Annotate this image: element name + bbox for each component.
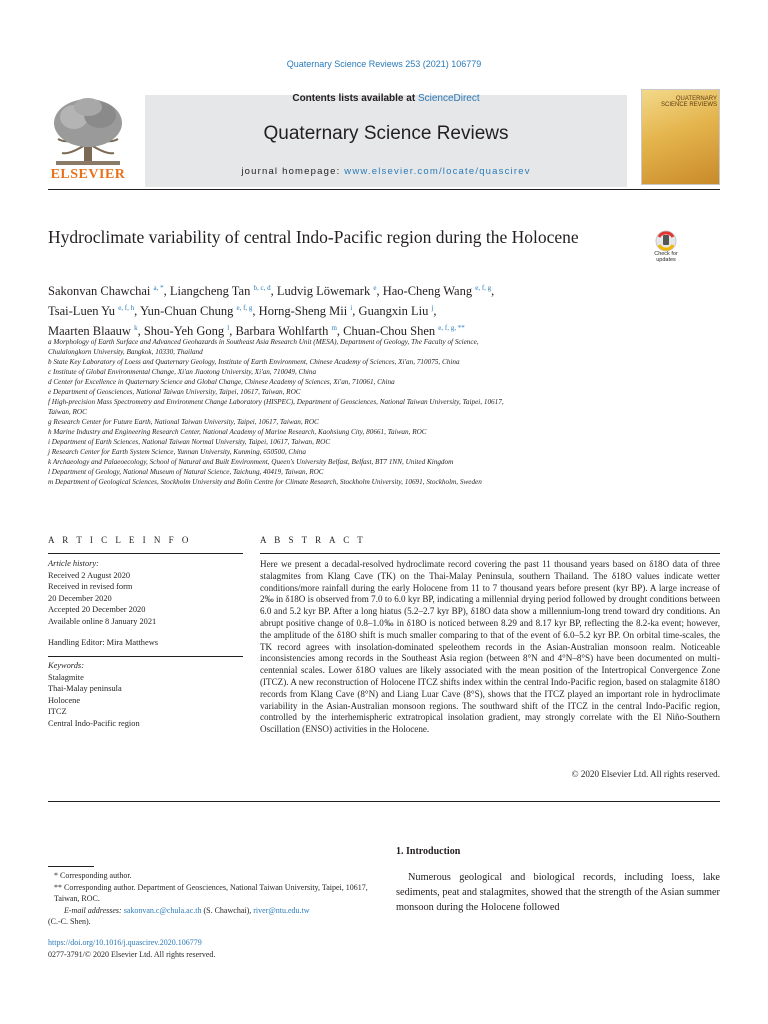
email-label: E-mail addresses: xyxy=(64,905,122,915)
affiliation-line: m Department of Geological Sciences, Stockholm University and Bolin Centre for Climate Research, Stockholm University, 10691, Stockholm, Sweden xyxy=(48,478,482,486)
introduction-text: Numerous geological and biological records, including loess, lake sediments, peat and stalagmites, showed that the strength of the Asian summer monsoon during the Holocene followed xyxy=(396,872,720,913)
abstract-divider xyxy=(260,553,720,554)
affiliation-line: i Department of Earth Sciences, National Taiwan Normal University, Taipei, 10617, Taiwan, ROC xyxy=(48,438,331,446)
keyword-item: Thai-Malay peninsula xyxy=(48,684,122,693)
history-item: Received 2 August 2020 xyxy=(48,570,131,580)
author-name: Shou-Yeh Gong xyxy=(143,324,225,339)
abstract-copyright: © 2020 Elsevier Ltd. All rights reserved. xyxy=(571,769,720,779)
handling-editor: Handling Editor: Mira Matthews xyxy=(48,638,159,647)
author-affiliation-marker[interactable]: e, f, h xyxy=(118,304,135,313)
author-list: Sakonvan Chawchai $^{a, *}$, Liangcheng Tan $^{b, c, d}$, Ludvig Löwemark $^e$, Hao-Cheng Wang $^{e, f, g}$, Tsai-Luen Yu $^{e, f, h}$, Yun-Chuan Chung $^{e, f, g}$, Horng-Sheng Mii $^i$, Guangxin Liu $^j$, Maarten Blaauw $^k$, Shou-Yeh Gong $^l$, Barbara Wohlfarth $^m$, Chuan-Chou Shen $^{e, f, g, **}$ xyxy=(48,284,495,339)
keywords-divider xyxy=(48,656,243,657)
footnotes xyxy=(48,870,378,928)
journal-name: Quaternary Science Reviews xyxy=(263,123,509,144)
author-affiliation-marker[interactable]: e, f, g xyxy=(475,284,492,292)
affiliation-line: g Research Center for Future Earth, National Taiwan University, Taipei, 10617, Taiwan, ROC xyxy=(48,418,319,426)
author-name: Ludvig Löwemark xyxy=(276,284,371,299)
contents-prefix: Contents lists available at xyxy=(292,93,418,104)
keyword-item: Holocene xyxy=(48,695,81,705)
author-name: Tsai-Luen Yu xyxy=(48,304,116,319)
author-affiliation-marker[interactable]: b, c, d xyxy=(253,284,271,292)
author-affiliation-marker[interactable]: j xyxy=(431,304,434,313)
history-item: Received in revised form xyxy=(48,582,133,591)
affiliation-line: c Institute of Global Environmental Change, Xi'an Jiaotong University, Xi'an, 710049, China xyxy=(48,368,317,376)
affiliation-line: e Department of Geosciences, National Taiwan University, Taipei, 10617, Taiwan, ROC xyxy=(48,388,301,396)
affiliation-list xyxy=(48,337,678,487)
article-history xyxy=(48,558,243,649)
author-affiliation-marker[interactable]: e xyxy=(373,284,377,292)
introduction-heading: 1. Introduction xyxy=(396,846,461,857)
keyword-item: ITCZ xyxy=(48,707,67,716)
affiliation-line: d Center for Excellence in Quaternary Science and Global Change, Chinese Academy of Sciences, Xi'an, 710061, China xyxy=(48,378,395,386)
history-item: 20 December 2020 xyxy=(48,593,112,603)
email-link-shen[interactable]: river@ntu.edu.tw xyxy=(253,905,310,915)
author-name: Liangcheng Tan xyxy=(169,284,251,299)
author-affiliation-marker[interactable]: m xyxy=(331,324,337,333)
cover-title: QUATERNARY SCIENCE REVIEWS xyxy=(660,96,717,108)
affiliation-line: l Department of Geology, National Museum of Natural Science, Taichung, 40419, Taiwan, ROC xyxy=(48,468,324,476)
journal-homepage-link[interactable]: www.elsevier.com/locate/quascirev xyxy=(344,166,531,177)
affiliation-line: Chulalongkorn University, Bangkok, 10330, Thailand xyxy=(48,348,203,356)
author-name: Hao-Cheng Wang xyxy=(382,284,473,299)
affiliation-line: k Archaeology and Palaeoecology, School of Natural and Built Environment, Queen's University Belfast, Belfast, BT7 1NN, United Kingdom xyxy=(48,458,454,466)
article-info-heading: A R T I C L E I N F O xyxy=(48,535,192,545)
author-affiliation-marker[interactable]: e, f, g xyxy=(236,304,253,313)
author-name: Chuan-Chou Shen xyxy=(343,324,436,339)
footnote-corresponding-1: * Corresponding author. xyxy=(54,871,132,880)
elsevier-wordmark: ELSEVIER xyxy=(50,167,126,182)
email-name-chawchai: (S. Chawchai), xyxy=(201,905,254,915)
check-for-updates-label[interactable]: Check for updates xyxy=(654,251,678,263)
keyword-item: Central Indo-Pacific region xyxy=(48,718,140,728)
affiliation-line: Taiwan, ROC xyxy=(48,408,87,416)
contents-available-line xyxy=(145,93,627,104)
history-item: Accepted 20 December 2020 xyxy=(48,605,146,614)
keyword-item: Stalagmite xyxy=(48,672,84,682)
footnote-corresponding-2: ** Corresponding author. Department of Geosciences, National Taiwan University, Taipei, 10617, Taiwan, ROC. xyxy=(54,882,368,903)
affiliation-line: a Morphology of Earth Surface and Advanced Geohazards in Southeast Asia Research Unit (MESA), Department of Geology, The Faculty of Science, xyxy=(48,338,479,346)
abstract-body: Here we present a decadal-resolved hydroclimate record covering the past 11 thousand years based on δ18O data of three stalagmites from Klang Cave (TK) on the Thai-Malay Peninsula, southern Thailand. The δ18O values indicate wetter conditions/more rainfall during the early Holocene from 11 to 7 thousand years before present (kyr BP). A large increase of 2‰ in δ18O is observed from 7.0 to 6.0 kyr BP, indicating a millennial drying period followed by drought conditions between 6.0 and 5.2 kyr BP. After a long hiatus (5.2–2.7 kyr BP), δ18O data show a millennium-long trend toward dry conditions. An abrupt positive change of 0.8–1.0‰ in δ18O is noticed between 8.29 and 8.17 kyr BP, reflecting the 8.2-ka event; however, the amplitude of the δ18O shift is much smaller comparing to that of the event of 6.0–5.2 kyr BP. On orbital time-scales, the TK record agrees with insolation-dominated speleothem records in the Asian-Australian monsoon realm. Noticeable inconsistencies among records in the Southeast Asia region (between 8°N and 4°N–8°S) have been documented on multi-centennial scales. Lower δ18O values are likely associated with the mean position of the Intertropical Convergence Zone (ITCZ). A new reconstruction of Holocene ITCZ shifts index within the central Indo-Pacific region, based on stalagmite δ18O records from Klang Cave (8°N) and Liang Luar Cave (8°S), shows that the ITCZ played an important role in hydroclimate variability in the Asian-Australian monsoon regions. The southward shift of the ITCZ in the central Indo-Pacific region, controlled by the interhemispheric extratropical insolation gradient, may strongly correlate with the El Niño-Southern Oscillation (ENSO) activities in the Holocene. xyxy=(260,559,720,735)
journal-reference[interactable]: Quaternary Science Reviews 253 (2021) 106779 xyxy=(286,59,482,69)
journal-homepage-line xyxy=(145,166,627,177)
front-matter-divider xyxy=(48,801,720,802)
homepage-prefix: journal homepage: xyxy=(241,166,345,177)
author-affiliation-marker[interactable]: k xyxy=(134,324,138,333)
issn-copyright: 0277-3791/© 2020 Elsevier Ltd. All rights reserved. xyxy=(48,950,216,959)
email-name-shen: (C.-C. Shen). xyxy=(48,917,91,926)
sciencedirect-link[interactable]: ScienceDirect xyxy=(417,93,480,104)
history-item: Available online 8 January 2021 xyxy=(48,616,157,626)
author-affiliation-marker[interactable]: l xyxy=(227,324,230,333)
header-divider xyxy=(48,189,720,190)
affiliation-line: b State Key Laboratory of Loess and Quaternary Geology, Institute of Earth Environment, Chinese Academy of Sciences, Xi'an, 710075, China xyxy=(48,358,460,366)
history-label: Article history: xyxy=(48,559,99,568)
doi-link[interactable]: https://doi.org/10.1016/j.quascirev.2020.106779 xyxy=(48,938,202,947)
author-name: Maarten Blaauw xyxy=(48,324,131,339)
email-link-chawchai[interactable]: sakonvan.c@chula.ac.th xyxy=(123,905,202,915)
author-name: Yun-Chuan Chung xyxy=(139,304,234,319)
author-name: Barbara Wohlfarth xyxy=(235,324,329,339)
footnote-divider xyxy=(48,866,94,867)
author-affiliation-marker[interactable]: i xyxy=(350,304,353,313)
abstract-heading: A B S T R A C T xyxy=(260,535,366,545)
keywords-block xyxy=(48,660,243,729)
author-name: Sakonvan Chawchai xyxy=(48,284,151,299)
author-name: Guangxin Liu xyxy=(358,304,429,319)
article-info-divider xyxy=(48,553,243,554)
keywords-label: Keywords: xyxy=(48,661,84,670)
author-affiliation-marker[interactable]: e, f, g, ** xyxy=(438,324,465,333)
affiliation-line: h Marine Industry and Engineering Research Center, National Academy of Marine Research, Kaohsiung City, 80661, Taiwan, ROC xyxy=(48,428,427,436)
article-title: Hydroclimate variability of central Indo-Pacific region during the Holocene xyxy=(48,227,579,247)
affiliation-line: j Research Center for Earth System Science, Yunnan University, Kunming, 650500, China xyxy=(48,448,306,456)
affiliation-line: f High-precision Mass Spectrometry and Environment Change Laboratory (HISPEC), Department of Geosciences, National Taiwan University, Taipei, 10617, xyxy=(48,398,504,406)
author-affiliation-marker[interactable]: a, * xyxy=(153,284,164,292)
author-name: Horng-Sheng Mii xyxy=(258,304,348,319)
